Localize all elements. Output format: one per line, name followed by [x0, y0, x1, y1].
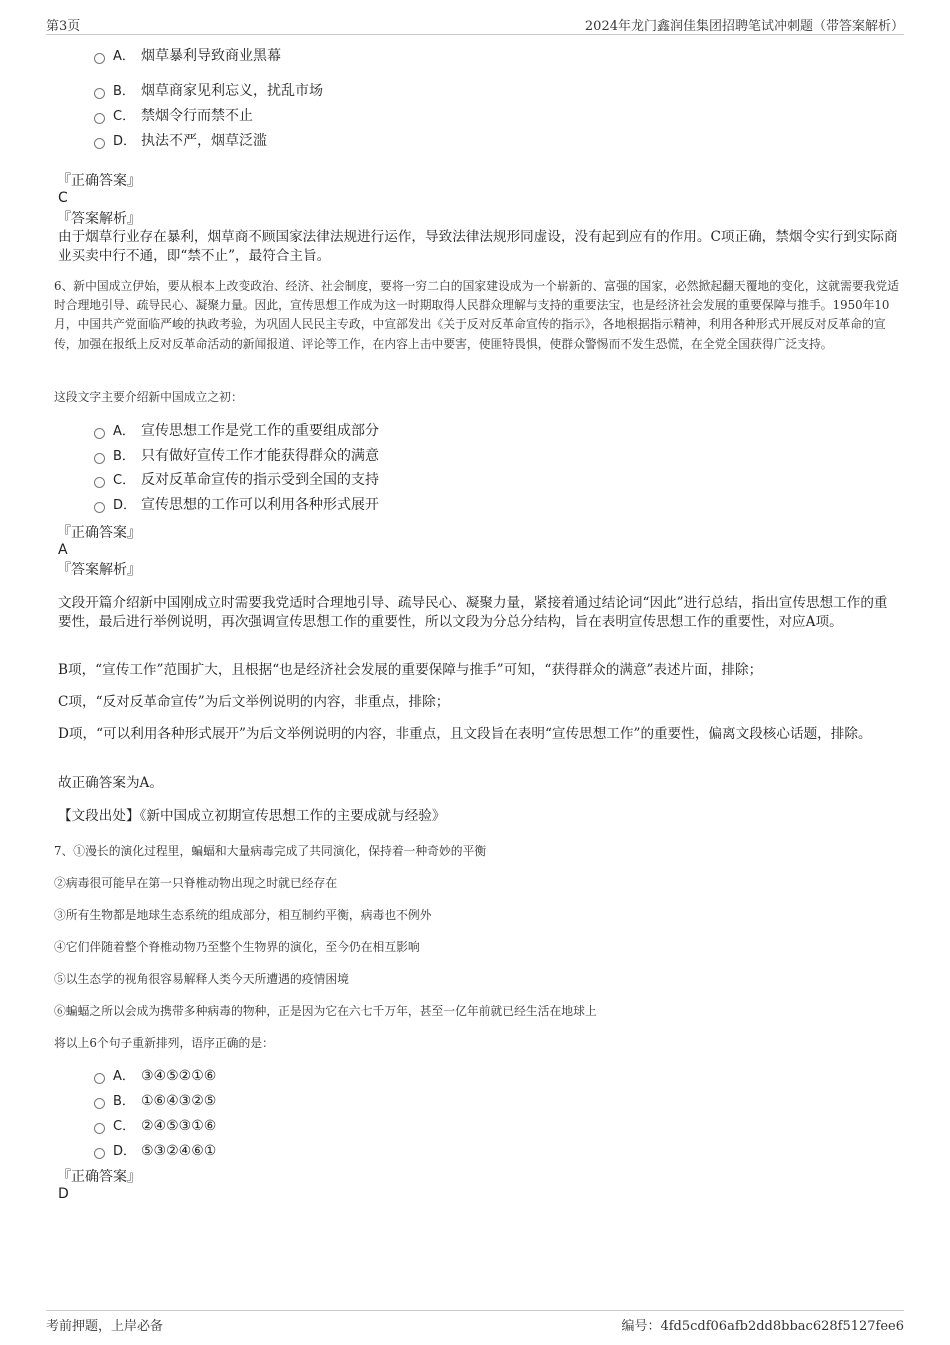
q7-sentence: ④它们伴随着整个脊椎动物乃至整个生物界的演化，至今仍在相互影响: [54, 940, 420, 954]
document-title: 2024年龙门鑫润佳集团招聘笔试冲刺题（带答案解析）: [584, 19, 904, 34]
q6-analysis-paragraph: C项，“反对反革命宣传”为后文举例说明的内容，非重点，排除；: [58, 694, 450, 710]
q7-sentence: 7、①漫长的演化过程里，蝙蝠和大量病毒完成了共同演化，保持着一种奇妙的平衡: [54, 844, 487, 858]
q7-sentence: ⑤以生态学的视角很容易解释人类今天所遭遇的疫情困境: [54, 972, 349, 986]
radio-icon[interactable]: [94, 88, 105, 99]
q7-answer-label: 『正确答案』: [57, 1169, 141, 1185]
radio-icon[interactable]: [94, 1148, 105, 1159]
q6-source: 【文段出处】《新中国成立初期宣传思想工作的主要成就与经验》: [58, 808, 446, 824]
q6-option-c[interactable]: C． 反对反革命宣传的指示受到全国的支持: [94, 470, 379, 490]
radio-icon[interactable]: [94, 1123, 105, 1134]
q6-option-a[interactable]: A． 宣传思想工作是党工作的重要组成部分: [94, 421, 379, 441]
q5-option-c[interactable]: C． 禁烟令行而禁不止: [94, 106, 253, 126]
q6-analysis-paragraph: B项，“宣传工作”范围扩大，且根据“也是经济社会发展的重要保障与推手”可知，“获得群众的满意”表述片面，排除；: [58, 662, 763, 678]
radio-icon[interactable]: [94, 477, 105, 488]
q5-analysis-label: 『答案解析』: [57, 211, 141, 227]
q7-answer: D: [58, 1186, 69, 1202]
page-header: [46, 12, 904, 35]
q7-sentence: ③所有生物都是地球生态系统的组成部分，相互制约平衡，病毒也不例外: [54, 908, 432, 922]
radio-icon[interactable]: [94, 453, 105, 464]
q6-analysis-paragraph: 故正确答案为A。: [58, 775, 163, 791]
q5-option-a[interactable]: A． 烟草暴利导致商业黑幕: [94, 46, 281, 66]
q6-option-b[interactable]: B． 只有做好宣传工作才能获得群众的满意: [94, 446, 379, 466]
q7-option-d[interactable]: D． ⑤③②④⑥①: [94, 1141, 216, 1161]
q7-option-b[interactable]: B． ①⑥④③②⑤: [94, 1091, 216, 1111]
radio-icon[interactable]: [94, 138, 105, 149]
radio-icon[interactable]: [94, 428, 105, 439]
q5-answer: C: [58, 190, 68, 206]
radio-icon[interactable]: [94, 113, 105, 124]
q5-analysis: 由于烟草行业存在暴利，烟草商不顾国家法律法规进行运作，导致法律法规形同虚设，没有起到应有的作用。C项正确，禁烟令实行到实际商业买卖中行不通，即“禁不止”，最符合主旨。: [58, 229, 898, 264]
page-footer: [46, 1310, 904, 1335]
radio-icon[interactable]: [94, 53, 105, 64]
q7-option-c[interactable]: C． ②④⑤③①⑥: [94, 1116, 216, 1136]
radio-icon[interactable]: [94, 1073, 105, 1084]
footer-slogan: 考前押题，上岸必备: [46, 1319, 164, 1334]
page-number: 第3页: [46, 19, 81, 34]
q5-option-b[interactable]: B． 烟草商家见利忘义，扰乱市场: [94, 81, 323, 101]
q7-sentence: ②病毒很可能早在第一只脊椎动物出现之时就已经存在: [54, 876, 338, 890]
q6-analysis-label: 『答案解析』: [57, 562, 141, 578]
q7-sentence: ⑥蝙蝠之所以会成为携带多种病毒的物种，正是因为它在六七千万年，甚至一亿年前就已经生活在地球上: [54, 1004, 597, 1018]
q6-answer-label: 『正确答案』: [57, 525, 141, 541]
q7-option-a[interactable]: A． ③④⑤②①⑥: [94, 1066, 216, 1086]
q6-question: 这段文字主要介绍新中国成立之初：: [54, 390, 243, 404]
document-id: 编号：4fd5cdf06afb2dd8bbac628f5127fee6: [621, 1319, 904, 1334]
q6-stem: 6、新中国成立伊始，要从根本上改变政治、经济、社会制度，要将一穷二白的国家建设成为一个崭新的、富强的国家，必然掀起翻天覆地的变化，这就需要我党适时合理地引导、疏导民心、凝聚力量。因此，宣传思想工作成为这一时期取得人民群众理解与支持的重要法宝，也是经济社会发展的重要保障与推手。1950年10月，中国共产党面临严峻的执政考验，为巩固人民民主专政，中宣部发出《关于反对反革命宣传的指示》，各地根据指示精神，利用各种形式开展反对反革命的宣传，加强在报纸上反对反革命活动的新闻报道、评论等工作，在内容上击中要害，使匪特畏惧，使群众警惕而不发生恐慌，在全党全国获得广泛支持。: [54, 279, 900, 351]
q6-analysis-paragraph: 文段开篇介绍新中国刚成立时需要我党适时合理地引导、疏导民心、凝聚力量，紧接着通过结论词“因此”进行总结，指出宣传思想工作的重要性，最后进行举例说明，再次强调宣传思想工作的重要性，所以文段为分总分结构，旨在表明宣传思想工作的重要性，对应A项。: [58, 595, 888, 630]
q7-question: 将以上6个句子重新排列，语序正确的是：: [54, 1036, 274, 1050]
q6-analysis-paragraph: D项，“可以利用各种形式展开”为后文举例说明的内容，非重点，且文段旨在表明“宣传思想工作”的重要性，偏离文段核心话题，排除。: [58, 726, 872, 742]
radio-icon[interactable]: [94, 502, 105, 513]
q5-answer-label: 『正确答案』: [57, 173, 141, 189]
q5-option-d[interactable]: D． 执法不严，烟草泛滥: [94, 131, 267, 151]
q6-option-d[interactable]: D． 宣传思想的工作可以利用各种形式展开: [94, 495, 379, 515]
q6-answer: A: [58, 542, 68, 558]
radio-icon[interactable]: [94, 1098, 105, 1109]
